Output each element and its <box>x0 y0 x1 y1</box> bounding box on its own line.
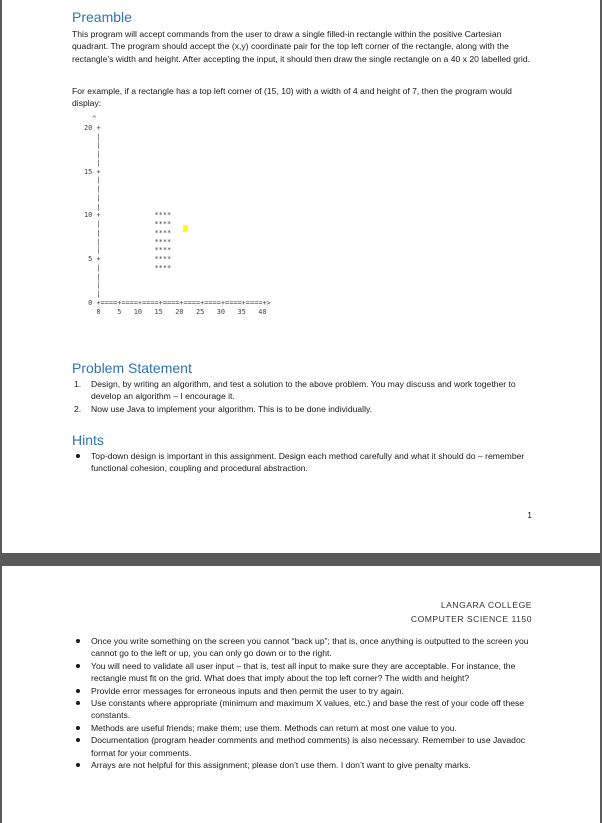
preamble-heading: Preamble <box>72 9 132 25</box>
bullet-icon <box>76 639 80 643</box>
hints-list-continued <box>72 635 534 771</box>
list-item: Arrays are not helpful for this assignment; please don’t use them. I don’t want to give penalty marks. <box>72 759 534 771</box>
list-item: Methods are useful friends; make them; use them. Methods can return at most one value to you. <box>72 722 534 734</box>
bullet-icon <box>76 689 80 693</box>
page-number: 1 <box>527 510 532 520</box>
list-item: 1. Design, by writing an algorithm, and test a solution to the above problem. You may discuss and work together to develop an algorithm – I encourage it. <box>74 379 516 402</box>
example-paragraph: For example, if a rectangle has a top left corner of (15, 10) with a width of 4 and height of 7, then the program would display: <box>72 86 512 109</box>
bullet-icon <box>76 763 80 767</box>
list-item: Provide error messages for erroneous inputs and then permit the user to try again. <box>72 685 534 697</box>
list-item: You will need to validate all user input – that is, test all input to make sure they are acceptable. For instance, the rectangle must fit on the grid. What does that imply about the top left corner? The width and height? <box>72 660 534 685</box>
header-college: LANGARA COLLEGE <box>440 600 532 610</box>
document-page-2 <box>2 566 600 823</box>
list-item: Top-down design is important in this assignment. Design each method carefully and what it should do – remember functional cohesion, coupling and procedural abstraction. <box>72 450 534 475</box>
hints-heading: Hints <box>72 432 104 448</box>
bullet-icon <box>76 454 80 458</box>
document-page-1 <box>2 0 600 553</box>
list-item: Documentation (program header comments and method comments) is also necessary. Remember to use Javadoc format for your comments. <box>72 734 534 759</box>
bullet-icon <box>76 664 80 668</box>
list-item: 2. Now use Java to implement your algorithm. This is to be done individually. <box>74 403 373 414</box>
problem-statement-heading: Problem Statement <box>72 360 192 376</box>
hints-list <box>72 450 534 475</box>
bullet-icon <box>76 701 80 705</box>
preamble-paragraph: This program will accept commands from the user to draw a single filled-in rectangle within the positive Cartesian quadrant. The program should accept the (x,y) coordinate pair for the top left corner of the rectangle, along with the rectangle’s width and height. After accepting the input, it should then draw the single rectangle on a 40 x 20 labelled grid. <box>72 29 530 64</box>
header-course: COMPUTER SCIENCE 1150 <box>410 613 532 624</box>
problem-statement-list <box>72 378 534 415</box>
list-item: Once you write something on the screen you cannot “back up”; that is, once anything is outputted to the screen you cannot go to the left or up, you can only go down or to the right. <box>72 635 534 660</box>
ascii-grid-example: ^ 20 + | | | | 15 + | | | | 10 + **** | **** | **** | **** | **** 5 + **** | **** | | | 0 +====+====+====+====+====+====+====+====+> 0 5 10 15 20 25 30 35 40 <box>84 115 271 316</box>
bullet-icon <box>76 738 80 742</box>
page-header <box>411 599 532 626</box>
list-item: Use constants where appropriate (minimum and maximum X values, etc.) and base the rest of your code off these constants. <box>72 697 534 722</box>
bullet-icon <box>76 726 80 730</box>
